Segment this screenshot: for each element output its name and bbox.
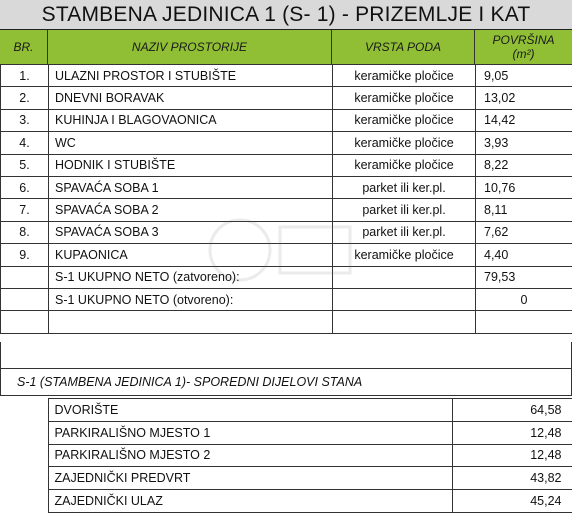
- section-title: S-1 (STAMBENA JEDINICA 1)- SPOREDNI DIJELOVI STANA: [0, 368, 572, 396]
- table-row: [0, 490, 572, 513]
- area-value: 13,02: [476, 87, 572, 109]
- room-name: WC: [49, 132, 333, 154]
- empty-cell: [0, 467, 48, 490]
- table-row: [1, 244, 572, 266]
- table-row: [1, 109, 572, 131]
- area-value: 9,05: [476, 65, 572, 87]
- empty-cell: [1, 266, 49, 288]
- empty-cell: [1, 311, 49, 333]
- empty-cell: [333, 311, 476, 333]
- empty-cell: [476, 311, 572, 333]
- area-value: 8,11: [476, 199, 572, 221]
- floor-type: parket ili ker.pl.: [333, 221, 476, 243]
- table-row: [0, 421, 572, 444]
- total-value: 0: [476, 288, 572, 310]
- empty-cell: [333, 266, 476, 288]
- empty-row: [1, 311, 572, 333]
- side-part-area: 64,58: [452, 399, 572, 422]
- row-number: 8.: [1, 221, 49, 243]
- row-number: 5.: [1, 154, 49, 176]
- table-row: [1, 87, 572, 109]
- side-part-area: 12,48: [452, 421, 572, 444]
- empty-cell: [0, 490, 48, 513]
- floor-type: keramičke pločice: [333, 109, 476, 131]
- side-part-name: DVORIŠTE: [48, 399, 452, 422]
- floor-type: keramičke pločice: [333, 244, 476, 266]
- row-number: 9.: [1, 244, 49, 266]
- empty-cell: [0, 444, 48, 467]
- total-label: S-1 UKUPNO NETO (otvoreno):: [49, 288, 333, 310]
- side-part-area: 12,48: [452, 444, 572, 467]
- side-part-name: PARKIRALIŠNO MJESTO 2: [48, 444, 452, 467]
- table-row: [1, 65, 572, 87]
- area-value: 7,62: [476, 221, 572, 243]
- side-parts-table: [0, 398, 572, 513]
- floor-type: keramičke pločice: [333, 87, 476, 109]
- room-name: HODNIK I STUBIŠTE: [49, 154, 333, 176]
- room-name: SPAVAĆA SOBA 2: [49, 199, 333, 221]
- area-value: 3,93: [476, 132, 572, 154]
- area-value: 14,42: [476, 109, 572, 131]
- table-row: [1, 154, 572, 176]
- room-name: KUHINJA I BLAGOVAONICA: [49, 109, 333, 131]
- empty-cell: [0, 421, 48, 444]
- side-part-name: ZAJEDNIČKI ULAZ: [48, 490, 452, 513]
- side-part-name: PARKIRALIŠNO MJESTO 1: [48, 421, 452, 444]
- empty-cell: [1, 288, 49, 310]
- side-part-name: ZAJEDNIČKI PREDVRT: [48, 467, 452, 490]
- table-row: [0, 444, 572, 467]
- room-name: KUPAONICA: [49, 244, 333, 266]
- section-spacer: [0, 342, 572, 368]
- room-name: ULAZNI PROSTOR I STUBIŠTE: [49, 65, 333, 87]
- row-number: 6.: [1, 176, 49, 198]
- table-row: [1, 199, 572, 221]
- empty-cell: [0, 399, 48, 422]
- row-number: 3.: [1, 109, 49, 131]
- table-row: [0, 399, 572, 422]
- header-povrsina: [475, 30, 572, 64]
- header-vrsta: VRSTA PODA: [332, 30, 475, 64]
- rooms-table: [0, 64, 572, 334]
- floor-type: keramičke pločice: [333, 154, 476, 176]
- page-title: STAMBENA JEDINICA 1 (S- 1) - PRIZEMLJE I KAT: [0, 0, 572, 30]
- total-label: S-1 UKUPNO NETO (zatvoreno):: [49, 266, 333, 288]
- area-value: 8,22: [476, 154, 572, 176]
- area-value: 4,40: [476, 244, 572, 266]
- side-part-area: 43,82: [452, 467, 572, 490]
- table-row: [1, 132, 572, 154]
- total-row-closed: [1, 266, 572, 288]
- table-row: [1, 176, 572, 198]
- table-row: [0, 467, 572, 490]
- room-name: SPAVAĆA SOBA 3: [49, 221, 333, 243]
- empty-cell: [333, 288, 476, 310]
- floor-type: parket ili ker.pl.: [333, 199, 476, 221]
- floor-type: keramičke pločice: [333, 65, 476, 87]
- floor-type: keramičke pločice: [333, 132, 476, 154]
- side-part-area: 45,24: [452, 490, 572, 513]
- header-naziv: NAZIV PROSTORIJE: [48, 30, 332, 64]
- row-number: 4.: [1, 132, 49, 154]
- row-number: 1.: [1, 65, 49, 87]
- row-number: 2.: [1, 87, 49, 109]
- room-name: SPAVAĆA SOBA 1: [49, 176, 333, 198]
- area-value: 10,76: [476, 176, 572, 198]
- empty-cell: [49, 311, 333, 333]
- header-povrsina-unit: (m²): [513, 47, 535, 61]
- total-value: 79,53: [476, 266, 572, 288]
- table-row: [1, 221, 572, 243]
- header-br: BR.: [0, 30, 48, 64]
- total-row-open: [1, 288, 572, 310]
- row-number: 7.: [1, 199, 49, 221]
- floor-type: parket ili ker.pl.: [333, 176, 476, 198]
- header-povrsina-label: POVRŠINA: [492, 33, 554, 47]
- room-name: DNEVNI BORAVAK: [49, 87, 333, 109]
